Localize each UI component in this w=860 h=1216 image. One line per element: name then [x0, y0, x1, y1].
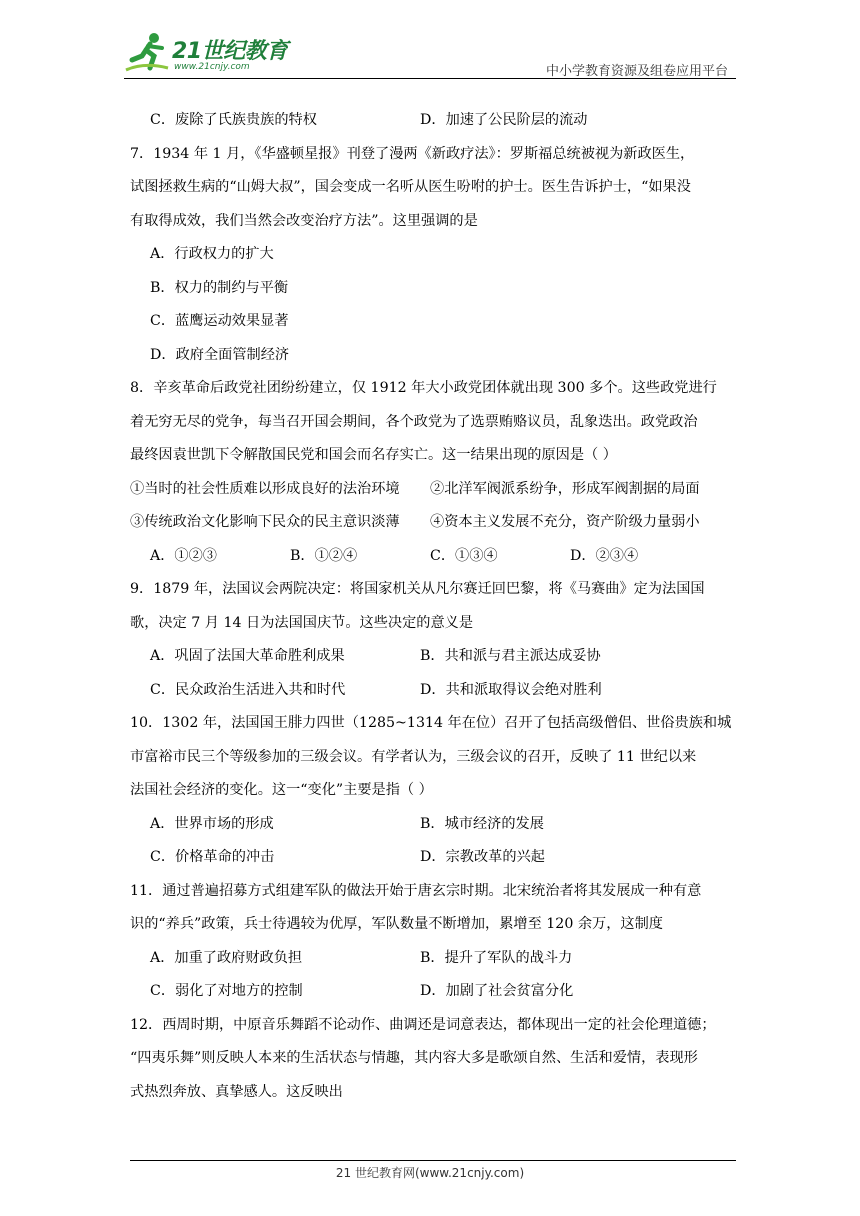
question-9-stem-1: 9．1879 年，法国议会两院决定：将国家机关从凡尔赛迁回巴黎，将《马赛曲》定为法国国	[130, 581, 705, 597]
question-9-options-row-1	[130, 640, 734, 674]
question-11-stem-2: 识的“养兵”政策，兵士待遇较为优厚，军队数量不断增加，累增至 120 余万，这制度	[130, 916, 663, 932]
question-10-stem-1: 10．1302 年，法国国王腓力四世（1285~1314 年在位）召开了包括高级僧侣、世俗贵族和城	[130, 715, 732, 731]
header-divider	[124, 78, 736, 79]
runner-icon	[124, 30, 170, 74]
logo-url: www.21cnjy.com	[174, 62, 250, 72]
question-7-option-b: B．权力的制约与平衡	[150, 279, 289, 296]
option-d: D．加速了公民阶层的流动	[420, 112, 588, 128]
question-12-stem-1: 12．西周时期，中原音乐舞蹈不论动作、曲调还是词意表达，都体现出一定的社会伦理道德；	[130, 1016, 716, 1033]
question-10-stem-3: 法国社会经济的变化。这一“变化”主要是指（ ）	[130, 782, 433, 798]
question-7-option-a: A．行政权力的扩大	[150, 246, 274, 262]
question-7-stem-1: 7．1934 年 1 月，《华盛顿星报》刊登了漫两《新政疗法》：罗斯福总统被视为新政医生，	[130, 145, 695, 162]
option-a: A．①②③	[150, 547, 217, 564]
option-d: D．宗教改革的兴起	[420, 849, 545, 865]
question-11-options-row-1	[130, 942, 734, 976]
item-4: ④资本主义发展不充分，资产阶级力量弱小	[430, 514, 700, 530]
question-8-stem-2: 着无穷无尽的党争，每当召开国会期间，各个政党为了选票贿赂议员，乱象迭出。政党政治	[130, 413, 698, 430]
question-8-stem-3: 最终因袁世凯下令解散国民党和国会而名存实亡。这一结果出现的原因是（ ）	[130, 447, 617, 463]
question-8-items-row-2	[130, 506, 734, 540]
platform-title: 中小学教育资源及组卷应用平台	[545, 64, 728, 79]
option-c: C．①③④	[430, 547, 498, 564]
question-10-options-row-1	[130, 808, 734, 842]
option-c: C．弱化了对地方的控制	[150, 983, 303, 999]
option-a: A．巩固了法国大革命胜利成果	[150, 648, 345, 664]
question-11-options-row-2	[130, 975, 734, 1009]
question-11-stem-1: 11．通过普遍招募方式组建军队的做法开始于唐玄宗时期。北宋统治者将其发展成一种有意	[130, 882, 702, 899]
question-10-options-row-2	[130, 841, 734, 875]
question-9-stem-2: 歌，决定 7 月 14 日为法国国庆节。这些决定的意义是	[130, 614, 474, 631]
item-2: ②北洋军阀派系纷争，形成军阀割据的局面	[430, 480, 700, 497]
logo-text: 21世纪教育	[172, 39, 288, 64]
option-d: D．②③④	[570, 547, 639, 564]
item-3: ③传统政治文化影响下民众的民主意识淡薄	[130, 514, 400, 530]
item-1: ①当时的社会性质难以形成良好的法治环境	[130, 480, 400, 497]
question-10-stem-2: 市富裕市民三个等级参加的三级会议。有学者认为，三级会议的召开，反映了 11 世纪以来	[130, 748, 697, 765]
question-8-stem-1: 8．辛亥革命后政党社团纷纷建立，仅 1912 年大小政党团体就出现 300 多个。这些政党进行	[130, 380, 717, 396]
question-8-options	[130, 540, 734, 574]
footer-text[interactable]: 21 世纪教育网(www.21cnjy.com)	[335, 1166, 525, 1180]
option-b: B．①②④	[290, 547, 358, 564]
question-7-stem-2: 试图拯救生病的“山姆大叔”，国会变成一名听从医生吩咐的护士。医生告诉护士，“如果没	[130, 179, 691, 195]
option-c: C．废除了氏族贵族的特权	[150, 112, 317, 128]
option-a: A．世界市场的形成	[150, 815, 274, 832]
question-6-options	[130, 104, 734, 138]
option-d: D．加剧了社会贫富分化	[420, 983, 574, 999]
option-b: B．共和派与君主派达成妥协	[420, 648, 601, 664]
question-7-option-d: D．政府全面管制经济	[150, 346, 290, 363]
option-c: C．价格革命的冲击	[150, 849, 275, 865]
question-12-stem-2: “四夷乐舞”则反映人本来的生活状态与情趣，其内容大多是歌颂自然、生活和爱情，表现形	[130, 1050, 698, 1066]
site-logo[interactable]	[124, 30, 294, 78]
option-b: B．提升了军队的战斗力	[420, 949, 573, 966]
question-12-stem-3: 式热烈奔放、真挚感人。这反映出	[130, 1083, 343, 1100]
question-7-option-c: C．蓝鹰运动效果显著	[150, 313, 289, 329]
exam-content	[130, 104, 734, 1109]
question-8-items-row-1	[130, 473, 734, 507]
page-header	[0, 0, 860, 82]
footer-divider	[130, 1160, 736, 1161]
option-c: C．民众政治生活进入共和时代	[150, 681, 346, 698]
question-9-options-row-2	[130, 674, 734, 708]
question-7-stem-3: 有取得成效，我们当然会改变治疗方法”。这里强调的是	[130, 212, 478, 229]
option-a: A．加重了政府财政负担	[150, 949, 303, 966]
option-b: B．城市经济的发展	[420, 815, 544, 832]
option-d: D．共和派取得议会绝对胜利	[420, 681, 602, 698]
